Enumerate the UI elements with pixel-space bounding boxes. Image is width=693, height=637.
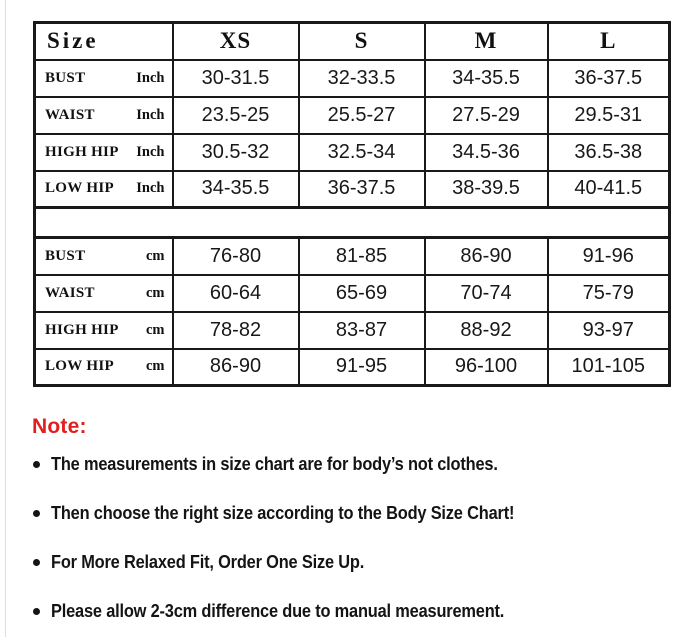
measurement-label: LOW HIP: [45, 180, 114, 197]
column-header-l: L: [548, 23, 670, 60]
measurement-label: WAIST: [45, 284, 95, 301]
column-header-m: M: [425, 23, 548, 60]
value-cell: 86-90: [173, 349, 299, 386]
value-cell: 25.5-27: [299, 97, 425, 134]
value-cell: 34.5-36: [425, 134, 548, 171]
measurement-label: HIGH HIP: [45, 321, 119, 338]
measurement-label: HIGH HIP: [45, 143, 119, 160]
value-cell: 91-95: [299, 349, 425, 386]
unit-label: Inch: [136, 106, 165, 123]
value-cell: 23.5-25: [173, 97, 299, 134]
note-item: [30, 454, 670, 475]
value-cell: 36-37.5: [548, 60, 670, 97]
value-cell: 96-100: [425, 349, 548, 386]
value-cell: 75-79: [548, 275, 670, 312]
value-cell: 40-41.5: [548, 171, 670, 208]
unit-label: Inch: [136, 180, 165, 197]
separator-cell: [35, 208, 670, 238]
unit-label: Inch: [136, 143, 165, 160]
notes-section: [30, 415, 670, 637]
value-cell: 30-31.5: [173, 60, 299, 97]
table-row-waist-inch: [35, 97, 670, 134]
value-cell: 70-74: [425, 275, 548, 312]
column-header-s: S: [299, 23, 425, 60]
value-cell: 93-97: [548, 312, 670, 349]
unit-label: Inch: [136, 69, 165, 86]
measurement-label: WAIST: [45, 106, 95, 123]
bullet-icon: [33, 461, 40, 468]
bullet-icon: [33, 608, 40, 615]
value-cell: 86-90: [425, 238, 548, 275]
value-cell: 65-69: [299, 275, 425, 312]
row-label-cell: [35, 171, 173, 208]
row-label-cell: [35, 97, 173, 134]
value-cell: 34-35.5: [425, 60, 548, 97]
value-cell: 29.5-31: [548, 97, 670, 134]
value-cell: 38-39.5: [425, 171, 548, 208]
row-label-cell: [35, 60, 173, 97]
size-chart-body: [35, 60, 670, 386]
row-label-cell: [35, 349, 173, 386]
section-separator-row: [35, 208, 670, 238]
table-row-bust-inch: [35, 60, 670, 97]
value-cell: 83-87: [299, 312, 425, 349]
unit-label: cm: [145, 358, 165, 375]
row-label-cell: [35, 275, 173, 312]
column-header-xs: XS: [173, 23, 299, 60]
table-row-waist-cm: [35, 275, 670, 312]
value-cell: 91-96: [548, 238, 670, 275]
value-cell: 60-64: [173, 275, 299, 312]
bullet-icon: [33, 510, 40, 517]
table-row-highhip-cm: [35, 312, 670, 349]
note-item: [30, 552, 670, 573]
table-row-lowhip-inch: [35, 171, 670, 208]
value-cell: 78-82: [173, 312, 299, 349]
table-row-lowhip-cm: [35, 349, 670, 386]
value-cell: 101-105: [548, 349, 670, 386]
size-header-cell: Size: [35, 23, 173, 60]
unit-label: cm: [145, 247, 165, 264]
page-edge-divider: [5, 0, 6, 637]
row-label-cell: [35, 134, 173, 171]
measurement-label: LOW HIP: [45, 358, 114, 375]
value-cell: 32.5-34: [299, 134, 425, 171]
value-cell: 30.5-32: [173, 134, 299, 171]
value-cell: 34-35.5: [173, 171, 299, 208]
note-text: The measurements in size chart are for body’s not clothes.: [51, 454, 498, 474]
header-row: [35, 23, 670, 60]
row-label-cell: [35, 312, 173, 349]
note-text: Please allow 2-3cm difference due to manual measurement.: [51, 601, 505, 621]
value-cell: 81-85: [299, 238, 425, 275]
value-cell: 36-37.5: [299, 171, 425, 208]
value-cell: 27.5-29: [425, 97, 548, 134]
note-item: [30, 601, 670, 622]
value-cell: 32-33.5: [299, 60, 425, 97]
note-text: For More Relaxed Fit, Order One Size Up.: [51, 552, 365, 572]
unit-label: cm: [145, 284, 165, 301]
bullet-icon: [33, 559, 40, 566]
note-item: [30, 503, 670, 524]
notes-title: Note:: [32, 415, 87, 438]
measurement-label: BUST: [45, 247, 86, 264]
note-text: Then choose the right size according to the Body Size Chart!: [51, 503, 515, 523]
table-row-bust-cm: [35, 238, 670, 275]
unit-label: cm: [145, 321, 165, 338]
table-row-highhip-inch: [35, 134, 670, 171]
measurement-label: BUST: [45, 69, 86, 86]
size-chart-table: [33, 21, 671, 387]
row-label-cell: [35, 238, 173, 275]
size-chart-header: [35, 23, 670, 60]
value-cell: 76-80: [173, 238, 299, 275]
value-cell: 36.5-38: [548, 134, 670, 171]
value-cell: 88-92: [425, 312, 548, 349]
